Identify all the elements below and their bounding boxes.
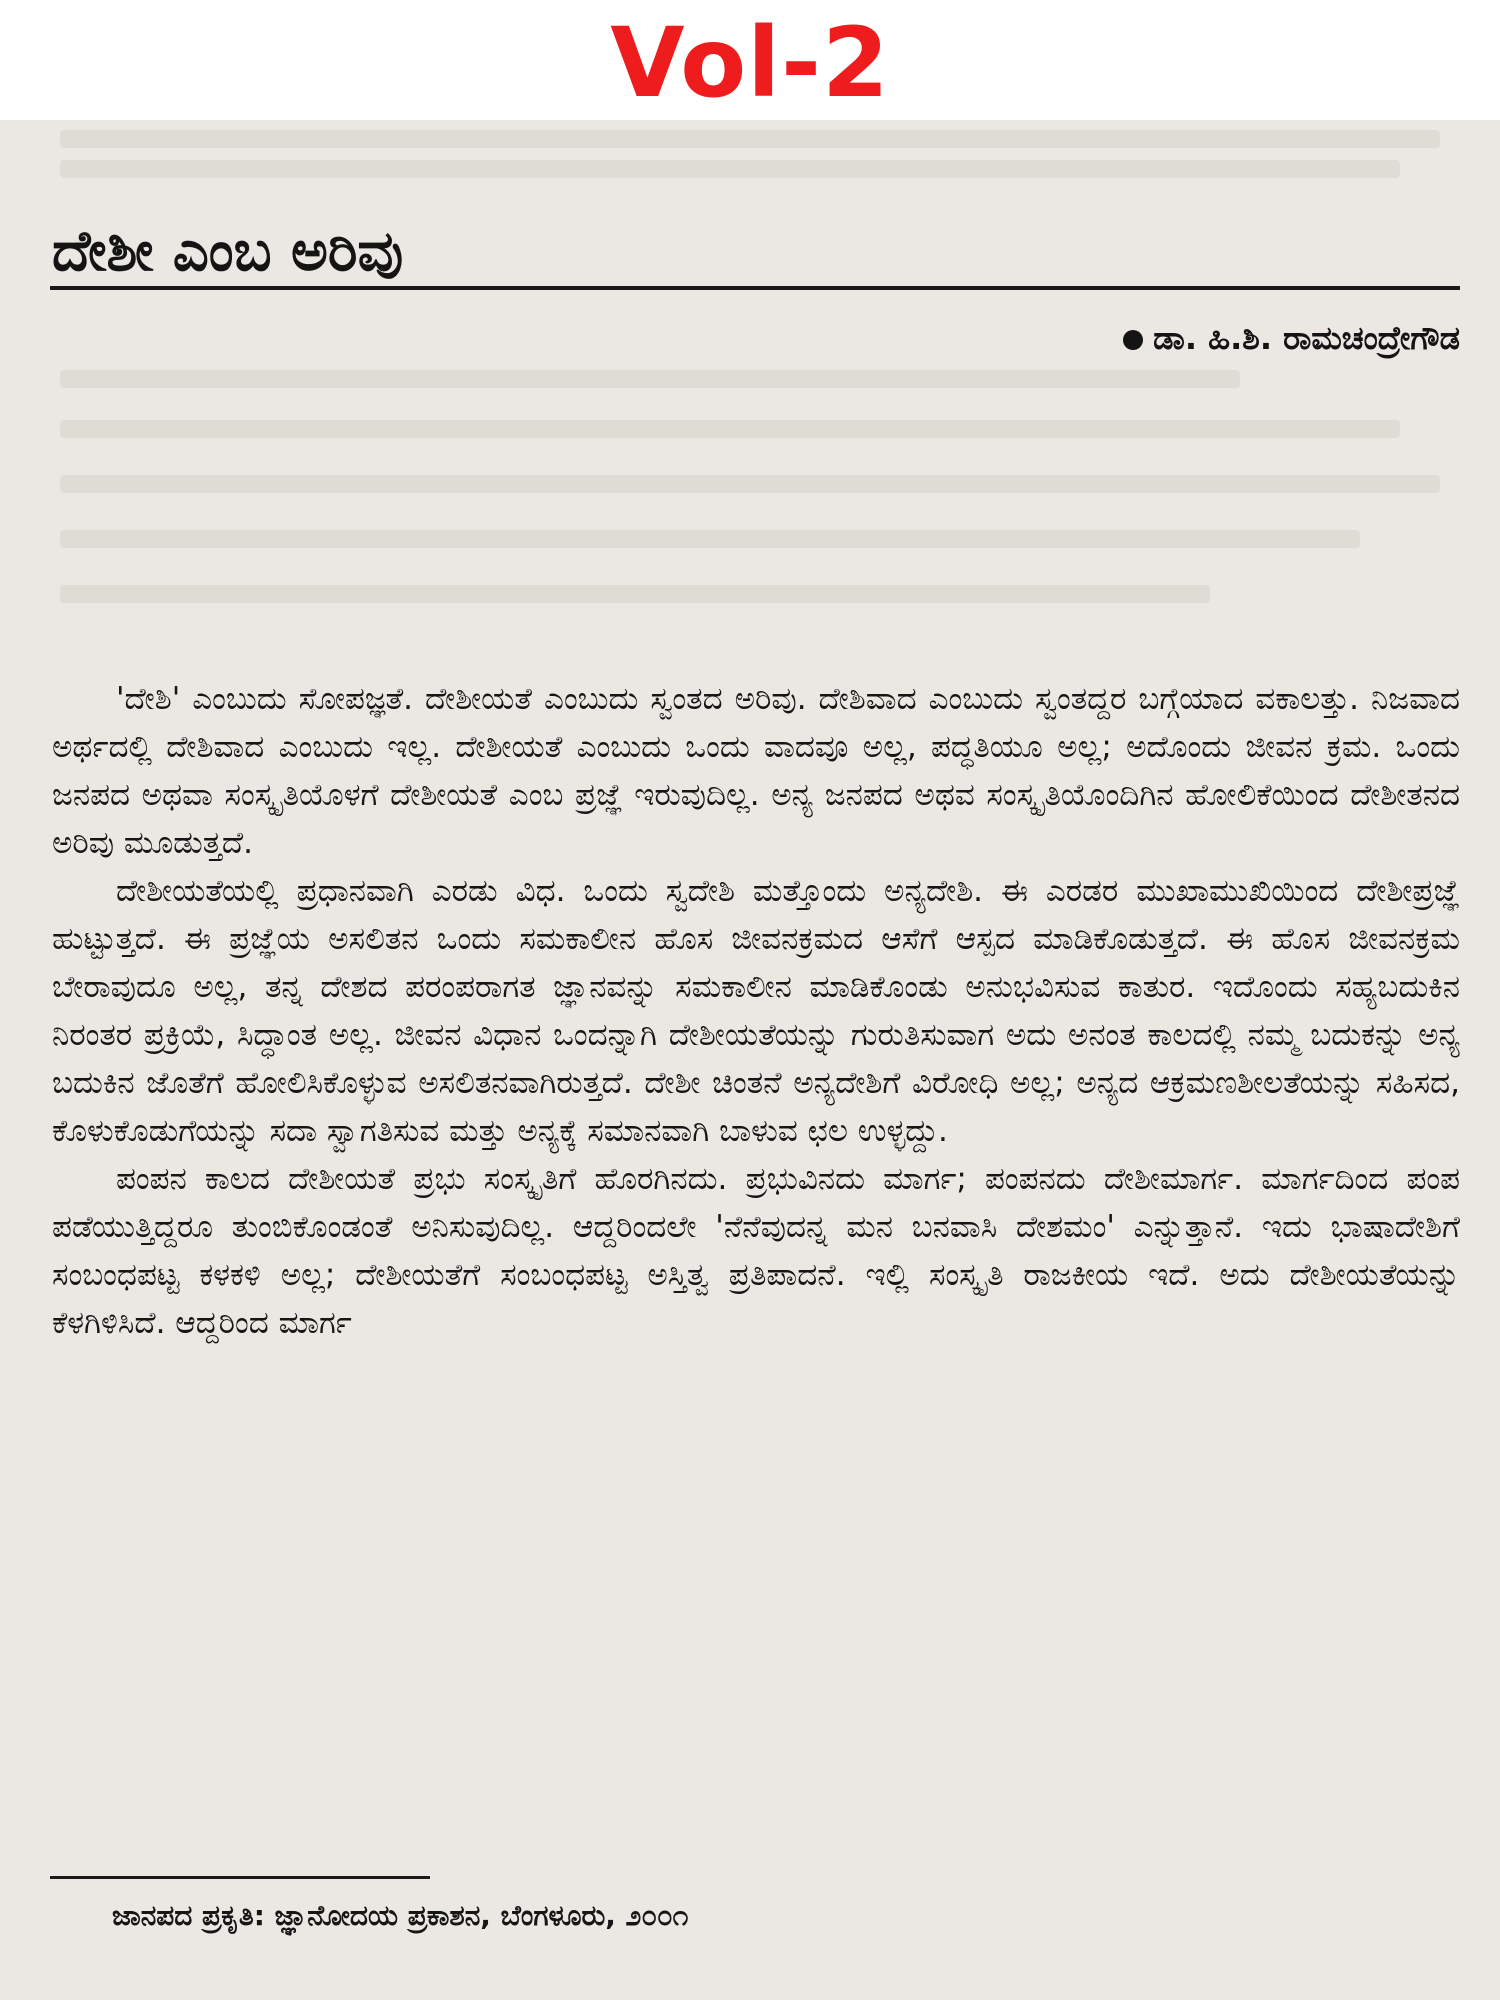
volume-label: Vol-2 [610,7,890,119]
paragraph: ಪಂಪನ ಕಾಲದ ದೇಶೀಯತೆ ಪ್ರಭು ಸಂಸ್ಕೃತಿಗೆ ಹೊರಗಿನದು. ಪ್ರಭುವಿನದು ಮಾರ್ಗ; ಪಂಪನದು ದೇಶೀಮಾರ್ಗ. ಮಾರ್ಗದಿಂದ ಪಂಪ ಪಡೆಯುತ್ತಿದ್ದರೂ ತುಂಬಿಕೊಂಡಂತೆ ಅನಿಸುವುದಿಲ್ಲ. ಆದ್ದರಿಂದಲೇ 'ನೆನೆವುದನ್ನ ಮನ ಬನವಾಸಿ ದೇಶಮಂ' ಎನ್ನುತ್ತಾನೆ. ಇದು ಭಾಷಾದೇಶಿಗೆ ಸಂಬಂಧಪಟ್ಟ ಕಳಕಳಿ ಅಲ್ಲ; ದೇಶೀಯತೆಗೆ ಸಂಬಂಧಪಟ್ಟ ಅಸ್ತಿತ್ವ ಪ್ರತಿಪಾದನೆ. ಇಲ್ಲಿ ಸಂಸ್ಕೃತಿ ರಾಜಕೀಯ ಇದೆ. ಅದು ದೇಶೀಯತೆಯನ್ನು ಕೆಳಗಿಳಿಸಿದೆ. ಆದ್ದರಿಂದ ಮಾರ್ಗ [52,1161,1460,1341]
article-title: ದೇಶೀ ಎಂಬ ಅರಿವು [52,219,404,284]
footnote-source: ಜಾನಪದ ಪ್ರಕೃತಿ: ಜ್ಞಾನೋದಯ ಪ್ರಕಾಶನ, ಬೆಂಗಳೂರು, ೨೦೦೧ [112,1899,689,1932]
show-through-line [60,160,1400,178]
show-through-line [60,585,1210,603]
show-through-line [60,530,1360,548]
footnote-divider [50,1876,430,1879]
bullet-icon [1123,330,1143,350]
paragraph: 'ದೇಶಿ' ಎಂಬುದು ಸೋಪಜ್ಞತೆ. ದೇಶೀಯತೆ ಎಂಬುದು ಸ್ವಂತದ ಅರಿವು. ದೇಶಿವಾದ ಎಂಬುದು ಸ್ವಂತದ್ದರ ಬಗ್ಗೆಯಾದ ವಕಾಲತ್ತು. ನಿಜವಾದ ಅರ್ಥದಲ್ಲಿ ದೇಶಿವಾದ ಎಂಬುದು ಇಲ್ಲ. ದೇಶೀಯತೆ ಎಂಬುದು ಒಂದು ವಾದವೂ ಅಲ್ಲ, ಪದ್ಧತಿಯೂ ಅಲ್ಲ; ಅದೊಂದು ಜೀವನ ಕ್ರಮ. ಒಂದು ಜನಪದ ಅಥವಾ ಸಂಸ್ಕೃತಿಯೊಳಗೆ ದೇಶೀಯತೆ ಎಂಬ ಪ್ರಜ್ಞೆ ಇರುವುದಿಲ್ಲ. ಅನ್ಯ ಜನಪದ ಅಥವ ಸಂಸ್ಕೃತಿಯೊಂದಿಗಿನ ಹೋಲಿಕೆಯಿಂದ ದೇಶೀತನದ ಅರಿವು ಮೂಡುತ್ತದೆ. [52,681,1460,861]
author-byline [1123,316,1460,360]
paragraph: ದೇಶೀಯತೆಯಲ್ಲಿ ಪ್ರಧಾನವಾಗಿ ಎರಡು ವಿಧ. ಒಂದು ಸ್ವದೇಶಿ ಮತ್ತೊಂದು ಅನ್ಯದೇಶಿ. ಈ ಎರಡರ ಮುಖಾಮುಖಿಯಿಂದ ದೇಶೀಪ್ರಜ್ಞೆ ಹುಟ್ಟುತ್ತದೆ. ಈ ಪ್ರಜ್ಞೆಯ ಅಸಲಿತನ ಒಂದು ಸಮಕಾಲೀನ ಹೊಸ ಜೀವನಕ್ರಮದ ಆಸೆಗೆ ಆಸ್ಪದ ಮಾಡಿಕೊಡುತ್ತದೆ. ಈ ಹೊಸ ಜೀವನಕ್ರಮ ಬೇರಾವುದೂ ಅಲ್ಲ, ತನ್ನ ದೇಶದ ಪರಂಪರಾಗತ ಜ್ಞಾನವನ್ನು ಸಮಕಾಲೀನ ಮಾಡಿಕೊಂಡು ಅನುಭವಿಸುವ ಕಾತುರ. ಇದೊಂದು ಸಹ್ಯಬದುಕಿನ ನಿರಂತರ ಪ್ರಕ್ರಿಯೆ, ಸಿದ್ಧಾಂತ ಅಲ್ಲ. ಜೀವನ ವಿಧಾನ ಒಂದನ್ನಾಗಿ ದೇಶೀಯತೆಯನ್ನು ಗುರುತಿಸುವಾಗ ಅದು ಅನಂತ ಕಾಲದಲ್ಲಿ ನಮ್ಮ ಬದುಕನ್ನು ಅನ್ಯ ಬದುಕಿನ ಜೊತೆಗೆ ಹೋಲಿಸಿಕೊಳ್ಳುವ ಅಸಲಿತನವಾಗಿರುತ್ತದೆ. ದೇಶೀ ಚಿಂತನೆ ಅನ್ಯದೇಶಿಗೆ ವಿರೋಧಿ ಅಲ್ಲ; ಅನ್ಯದ ಆಕ್ರಮಣಶೀಲತೆಯನ್ನು ಸಹಿಸದ, ಕೊಳುಕೊಡುಗೆಯನ್ನು ಸದಾ ಸ್ವಾಗತಿಸುವ ಮತ್ತು ಅನ್ಯಕ್ಕೆ ಸಮಾನವಾಗಿ ಬಾಳುವ ಛಲ ಉಳ್ಳದ್ದು. [52,873,1460,1149]
show-through-line [60,130,1440,148]
show-through-line [60,475,1440,493]
show-through-line [60,420,1400,438]
author-name: ಡಾ. ಹಿ.ಶಿ. ರಾಮಚಂದ್ರೇಗೌಡ [1153,319,1460,357]
article-body [52,675,1460,1347]
volume-banner [0,0,1500,120]
show-through-line [60,370,1240,388]
title-divider [50,286,1460,290]
scanned-page [0,120,1500,2000]
